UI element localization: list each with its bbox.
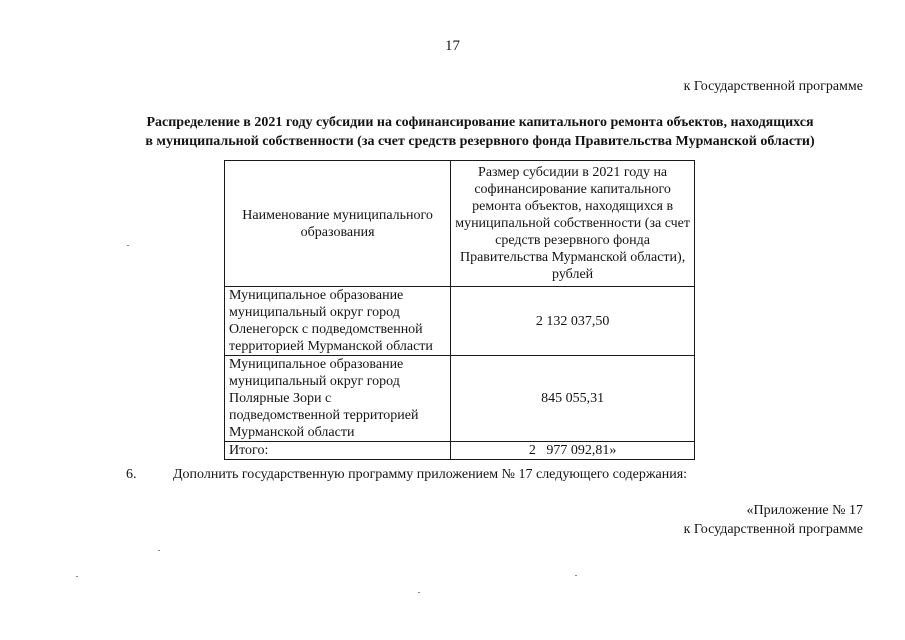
table-header-row bbox=[225, 161, 695, 287]
total-value: 2 977 092,81» bbox=[451, 442, 695, 460]
title-line-2: в муниципальной собственности (за счет средств резервного фонда Правительства Мурманской области) bbox=[145, 134, 815, 149]
page-number: 17 bbox=[445, 38, 460, 54]
item-text: Дополнить государственную программу приложением № 17 следующего содержания: bbox=[173, 467, 688, 482]
appendix-line-1: «Приложение № 17 bbox=[746, 503, 863, 518]
scan-speck bbox=[575, 575, 577, 576]
scan-speck bbox=[418, 592, 420, 593]
table-row bbox=[225, 287, 695, 356]
program-reference: к Государственной программе bbox=[683, 79, 863, 94]
appendix-heading bbox=[684, 501, 863, 539]
subsidy-value-olenegorsk: 2 132 037,50 bbox=[451, 287, 695, 356]
scan-speck bbox=[127, 245, 129, 246]
scan-speck bbox=[76, 576, 78, 577]
subsidy-value-polyarnye-zori: 845 055,31 bbox=[451, 356, 695, 442]
table-total-row bbox=[225, 442, 695, 460]
appendix-line-2: к Государственной программе bbox=[683, 522, 863, 537]
total-label: Итого: bbox=[225, 442, 451, 460]
header-municipality: Наименование муниципального образования bbox=[225, 161, 451, 287]
title-line-1: Распределение в 2021 году субсидии на софинансирование капитального ремонта объектов, находящихся bbox=[146, 115, 814, 130]
municipality-name-polyarnye-zori: Муниципальное образование муниципальный округ город Полярные Зори с подведомственной территорией Мурманской области bbox=[225, 356, 451, 442]
municipality-name-olenegorsk: Муниципальное образование муниципальный округ город Оленегорск с подведомственной территорией Мурманской области bbox=[225, 287, 451, 356]
item-number: 6. bbox=[126, 467, 137, 482]
scan-speck bbox=[158, 550, 160, 551]
header-subsidy-amount: Размер субсидии в 2021 году на софинансирование капитального ремонта объектов, находящихся в муниципальной собственности (за счет средств резервного фонда Правительства Мурманской области), рублей bbox=[451, 161, 695, 287]
document-title bbox=[80, 113, 880, 151]
table-row bbox=[225, 356, 695, 442]
subsidy-table bbox=[224, 160, 695, 460]
